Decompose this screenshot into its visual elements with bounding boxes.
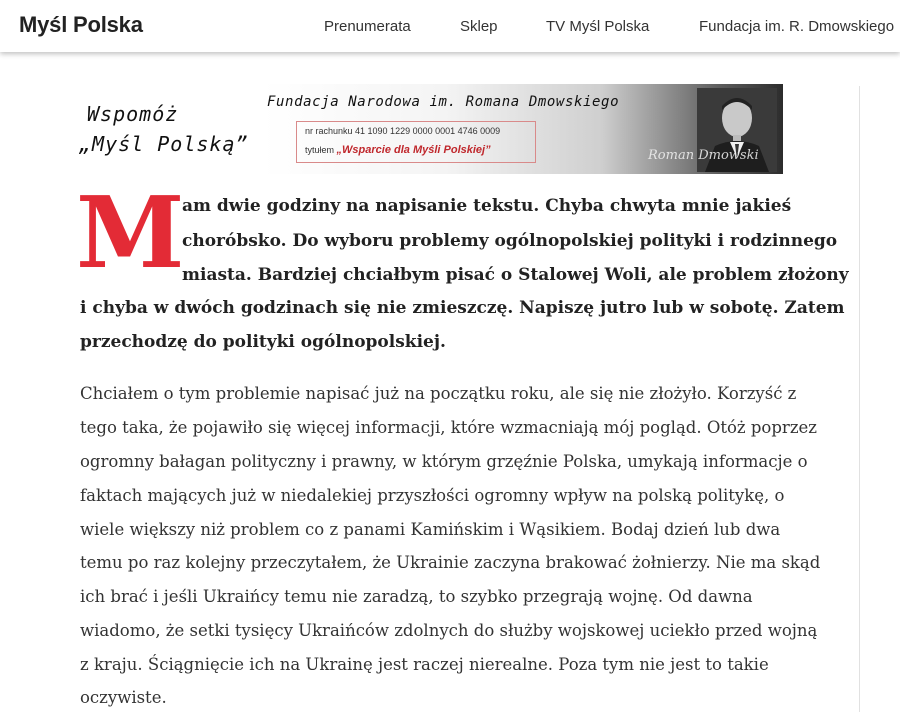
banner-support-line1: Wspomóż bbox=[87, 102, 179, 126]
donation-banner[interactable] bbox=[79, 84, 783, 174]
banner-account-number: nr rachunku 41 1090 1229 0000 0001 4746 0009 bbox=[305, 126, 501, 136]
site-logo[interactable]: Myśl Polska bbox=[19, 12, 143, 37]
body-line: faktach mających już w niedalekiej przyszłości ogromny wpływ na polską politykę, o bbox=[80, 486, 785, 505]
lead-line: miasta. Bardziej chciałbym pisać o Stalowej Woli, ale problem złożony bbox=[182, 265, 849, 285]
body-line: tego taka, że pojawiło się więcej informacji, które wzmacniają mój pogląd. Otóż poprzez bbox=[80, 418, 817, 437]
body-line: ogromny bałagan polityczny i prawny, w którym grzęźnie Polska, umykają informacje o bbox=[80, 452, 808, 471]
body-line: z kraju. Ściągnięcie ich na Ukrainę jest raczej nierealne. Poza tym nie jest to takie bbox=[80, 655, 769, 674]
banner-support-line2: „Myśl Polską” bbox=[79, 132, 249, 156]
body-line: temu po raz kolejny przeczytałem, że Ukrainie zaczyna brakować żołnierzy. Nie ma skąd bbox=[80, 553, 821, 572]
body-line: oczywiste. bbox=[80, 688, 167, 707]
content-divider bbox=[859, 86, 860, 712]
banner-title-row bbox=[305, 144, 491, 156]
body-line: ich brać i jeśli Ukraińcy temu nie zaradzą, to szybko przegrają wojnę. Od dawna bbox=[80, 587, 753, 606]
banner-right-panel bbox=[263, 84, 783, 174]
banner-foundation-name: Fundacja Narodowa im. Romana Dmowskiego bbox=[267, 94, 620, 110]
drop-cap: M bbox=[76, 176, 185, 291]
lead-line: am dwie godziny na napisanie tekstu. Chyba chwyta mnie jakieś bbox=[182, 196, 792, 216]
body-line: wiele większy niż problem co z panami Kamińskim i Wąsikiem. Bodaj dzień lub dwa bbox=[80, 520, 781, 539]
banner-signature: Roman Dmowski bbox=[648, 148, 759, 163]
banner-title-label: tytułem bbox=[305, 145, 335, 155]
banner-title-value: „Wsparcie dla Myśli Polskiej” bbox=[336, 144, 491, 156]
nav-item-tv[interactable]: TV Myśl Polska bbox=[546, 18, 650, 35]
banner-account-box bbox=[296, 121, 536, 163]
nav-item-sklep[interactable]: Sklep bbox=[460, 18, 498, 35]
banner-left-panel bbox=[79, 84, 263, 174]
lead-line: przechodzę do polityki ogólnopolskiej. bbox=[80, 332, 446, 352]
nav-item-fundacja[interactable]: Fundacja im. R. Dmowskiego bbox=[699, 18, 895, 35]
body-line: Chciałem o tym problemie napisać już na początku roku, ale się nie złożyło. Korzyść z bbox=[80, 384, 797, 403]
nav-item-prenumerata[interactable]: Prenumerata bbox=[324, 18, 411, 35]
lead-line: choróbsko. Do wyboru problemy ogólnopolskiej polityki i rodzinnego bbox=[182, 231, 838, 251]
lead-line: i chyba w dwóch godzinach się nie zmieszczę. Napiszę jutro lub w sobotę. Zatem bbox=[80, 298, 845, 318]
site-header bbox=[0, 0, 900, 52]
body-line: wiadomo, że setki tysięcy Ukraińców zdolnych do służby wojskowej uciekło przed wojną bbox=[80, 621, 818, 640]
